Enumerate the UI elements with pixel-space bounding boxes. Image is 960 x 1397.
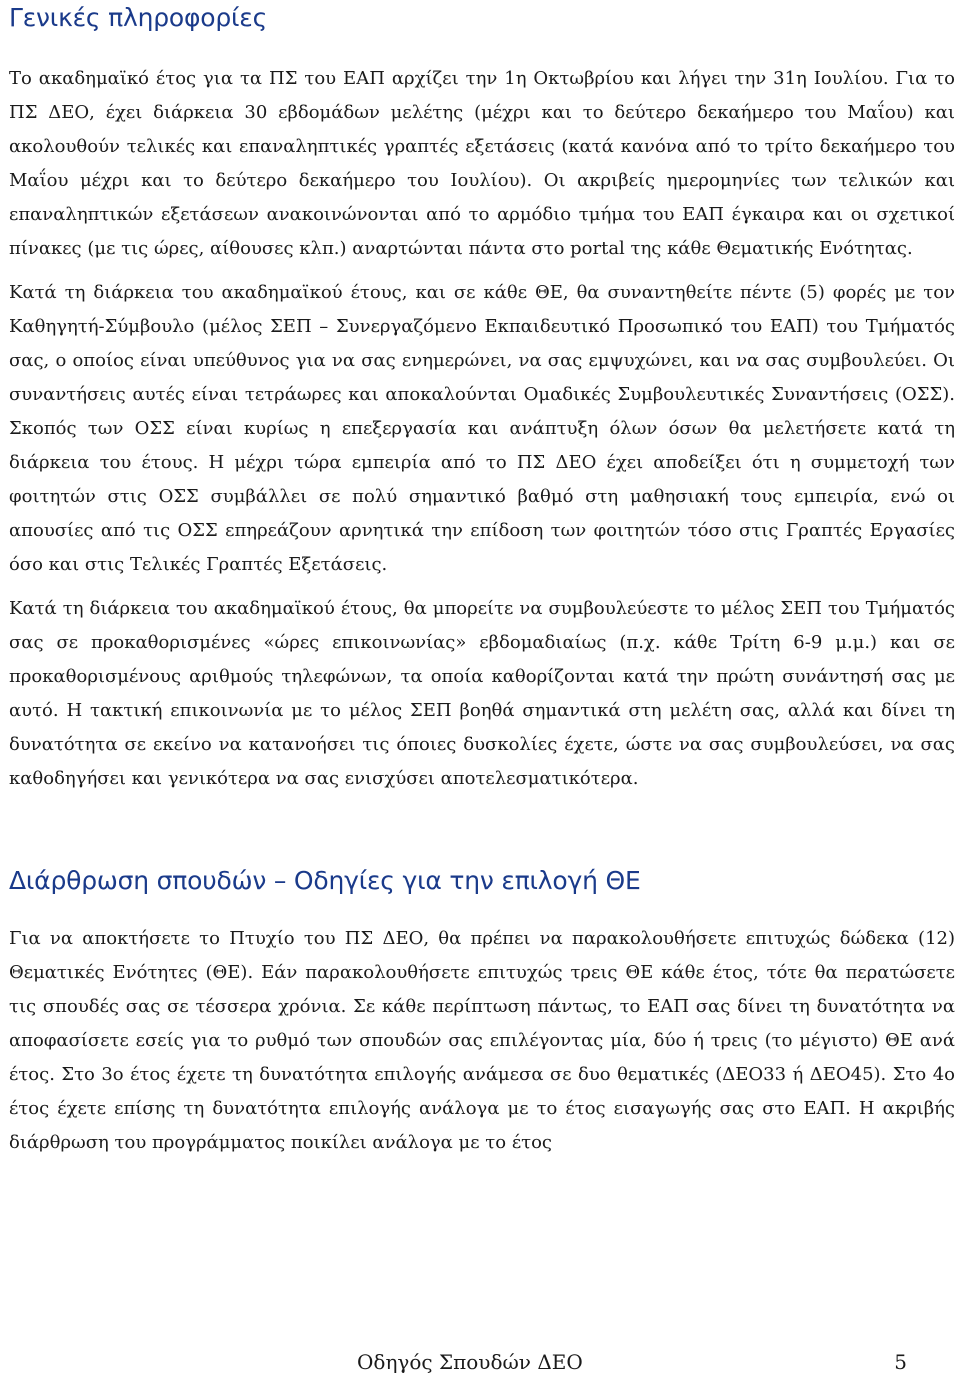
document-page xyxy=(9,0,955,1397)
section-heading-general-info: Γενικές πληροφορίες xyxy=(9,3,268,32)
page-number: 5 xyxy=(894,1350,907,1374)
paragraph-oss-meetings: Κατά τη διάρκεια του ακαδημαϊκού έτους, και σε κάθε ΘΕ, θα συναντηθείτε πέντε (5) φορές με τον Καθηγητή-Σύμβουλο (μέλος ΣΕΠ – Συνεργαζόμενο Εκπαιδευτικό Προσωπικό του ΕΑΠ) του Τμήματός σας, ο οποίος είναι υπεύθυνος για να σας ενημερώνει, να σας εμψυχώνει, και να σας συμβουλεύει. Οι συναντήσεις αυτές είναι τετράωρες και αποκαλούνται Ομαδικές Συμβουλευτικές Συναντήσεις (ΟΣΣ). Σκοπός των ΟΣΣ είναι κυρίως η επεξεργασία και ανάπτυξη όλων όσων θα μελετήσετε κατά τη διάρκεια του έτους. Η μέχρι τώρα εμπειρία από το ΠΣ ΔΕΟ έχει αποδείξει ότι η συμμετοχή των φοιτητών στις ΟΣΣ συμβάλλει σε πολύ σημαντικό βαθμό στη μαθησιακή τους εμπειρία, ενώ οι απουσίες από τις ΟΣΣ επηρεάζουν αρνητικά την επίδοση των φοιτητών τόσο στις Γραπτές Εργασίες όσο και στις Τελικές Γραπτές Εξετάσεις. xyxy=(9,282,955,575)
paragraph-academic-year: Το ακαδημαϊκό έτος για τα ΠΣ του ΕΑΠ αρχίζει την 1η Οκτωβρίου και λήγει την 31η Ιουλίου. Για το ΠΣ ΔΕΟ, έχει διάρκεια 30 εβδομάδων μελέτης (μέχρι και το δεύτερο δεκαήμερο του Μαΐου) και ακολουθούν τελικές και επαναληπτικές γραπτές εξετάσεις (κατά κανόνα από το τρίτο δεκαήμερο του Μαΐου μέχρι και το δεύτερο δεκαήμερο του Ιουλίου). Οι ακριβείς ημερομηνίες των τελικών και επαναληπτικών εξετάσεων ανακοινώνονται από το αρμόδιο τμήμα του ΕΑΠ έγκαιρα και οι σχετικοί πίνακες (με τις ώρες, αίθουσες κλπ.) αναρτώνται πάντα στο portal της κάθε Θεματικής Ενότητας. xyxy=(9,68,955,259)
section-heading-study-structure: Διάρθρωση σπουδών – Οδηγίες για την επιλογή ΘΕ xyxy=(9,866,641,895)
footer-title: Οδηγός Σπουδών ΔΕΟ xyxy=(357,1350,583,1374)
paragraph-communication-hours: Κατά τη διάρκεια του ακαδημαϊκού έτους, θα μπορείτε να συμβουλεύεστε το μέλος ΣΕΠ του Τμήματός σας σε προκαθορισμένες «ώρες επικοινωνίας» εβδομαδιαίως (π.χ. κάθε Τρίτη 6-9 μ.μ.) και σε προκαθορισμένους αριθμούς τηλεφώνων, τα οποία καθορίζονται κατά την πρώτη συνάντησή σας με αυτό. Η τακτική επικοινωνία με το μέλος ΣΕΠ βοηθά σημαντικά στη μελέτη σας, αλλά και δίνει τη δυνατότητα σε εκείνο να κατανοήσει τις όποιες δυσκολίες έχετε, ώστε να σας συμβουλεύσει, να σας καθοδηγήσει και γενικότερα να σας ενισχύσει αποτελεσματικότερα. xyxy=(9,598,955,789)
paragraph-degree-requirements: Για να αποκτήσετε το Πτυχίο του ΠΣ ΔΕΟ, θα πρέπει να παρακολουθήσετε επιτυχώς δώδεκα (12) Θεματικές Ενότητες (ΘΕ). Εάν παρακολουθήσετε επιτυχώς τρεις ΘΕ κάθε έτος, τότε θα περατώσετε τις σπουδές σας σε τέσσερα χρόνια. Σε κάθε περίπτωση πάντως, το ΕΑΠ σας δίνει τη δυνατότητα να αποφασίσετε εσείς για το ρυθμό των σπουδών σας επιλέγοντας μία, δύο ή τρεις (το μέγιστο) ΘΕ ανά έτος. Στο 3ο έτος έχετε τη δυνατότητα επιλογής ανάμεσα σε δυο θεματικές (ΔΕΟ33 ή ΔΕΟ45). Στο 4ο έτος έχετε επίσης τη δυνατότητα επιλογής ανάλογα με το έτος εισαγωγής σας στο ΕΑΠ. Η ακριβής διάρθρωση του προγράμματος ποικίλει ανάλογα με το έτος xyxy=(9,928,955,1153)
page-footer xyxy=(9,1350,955,1384)
